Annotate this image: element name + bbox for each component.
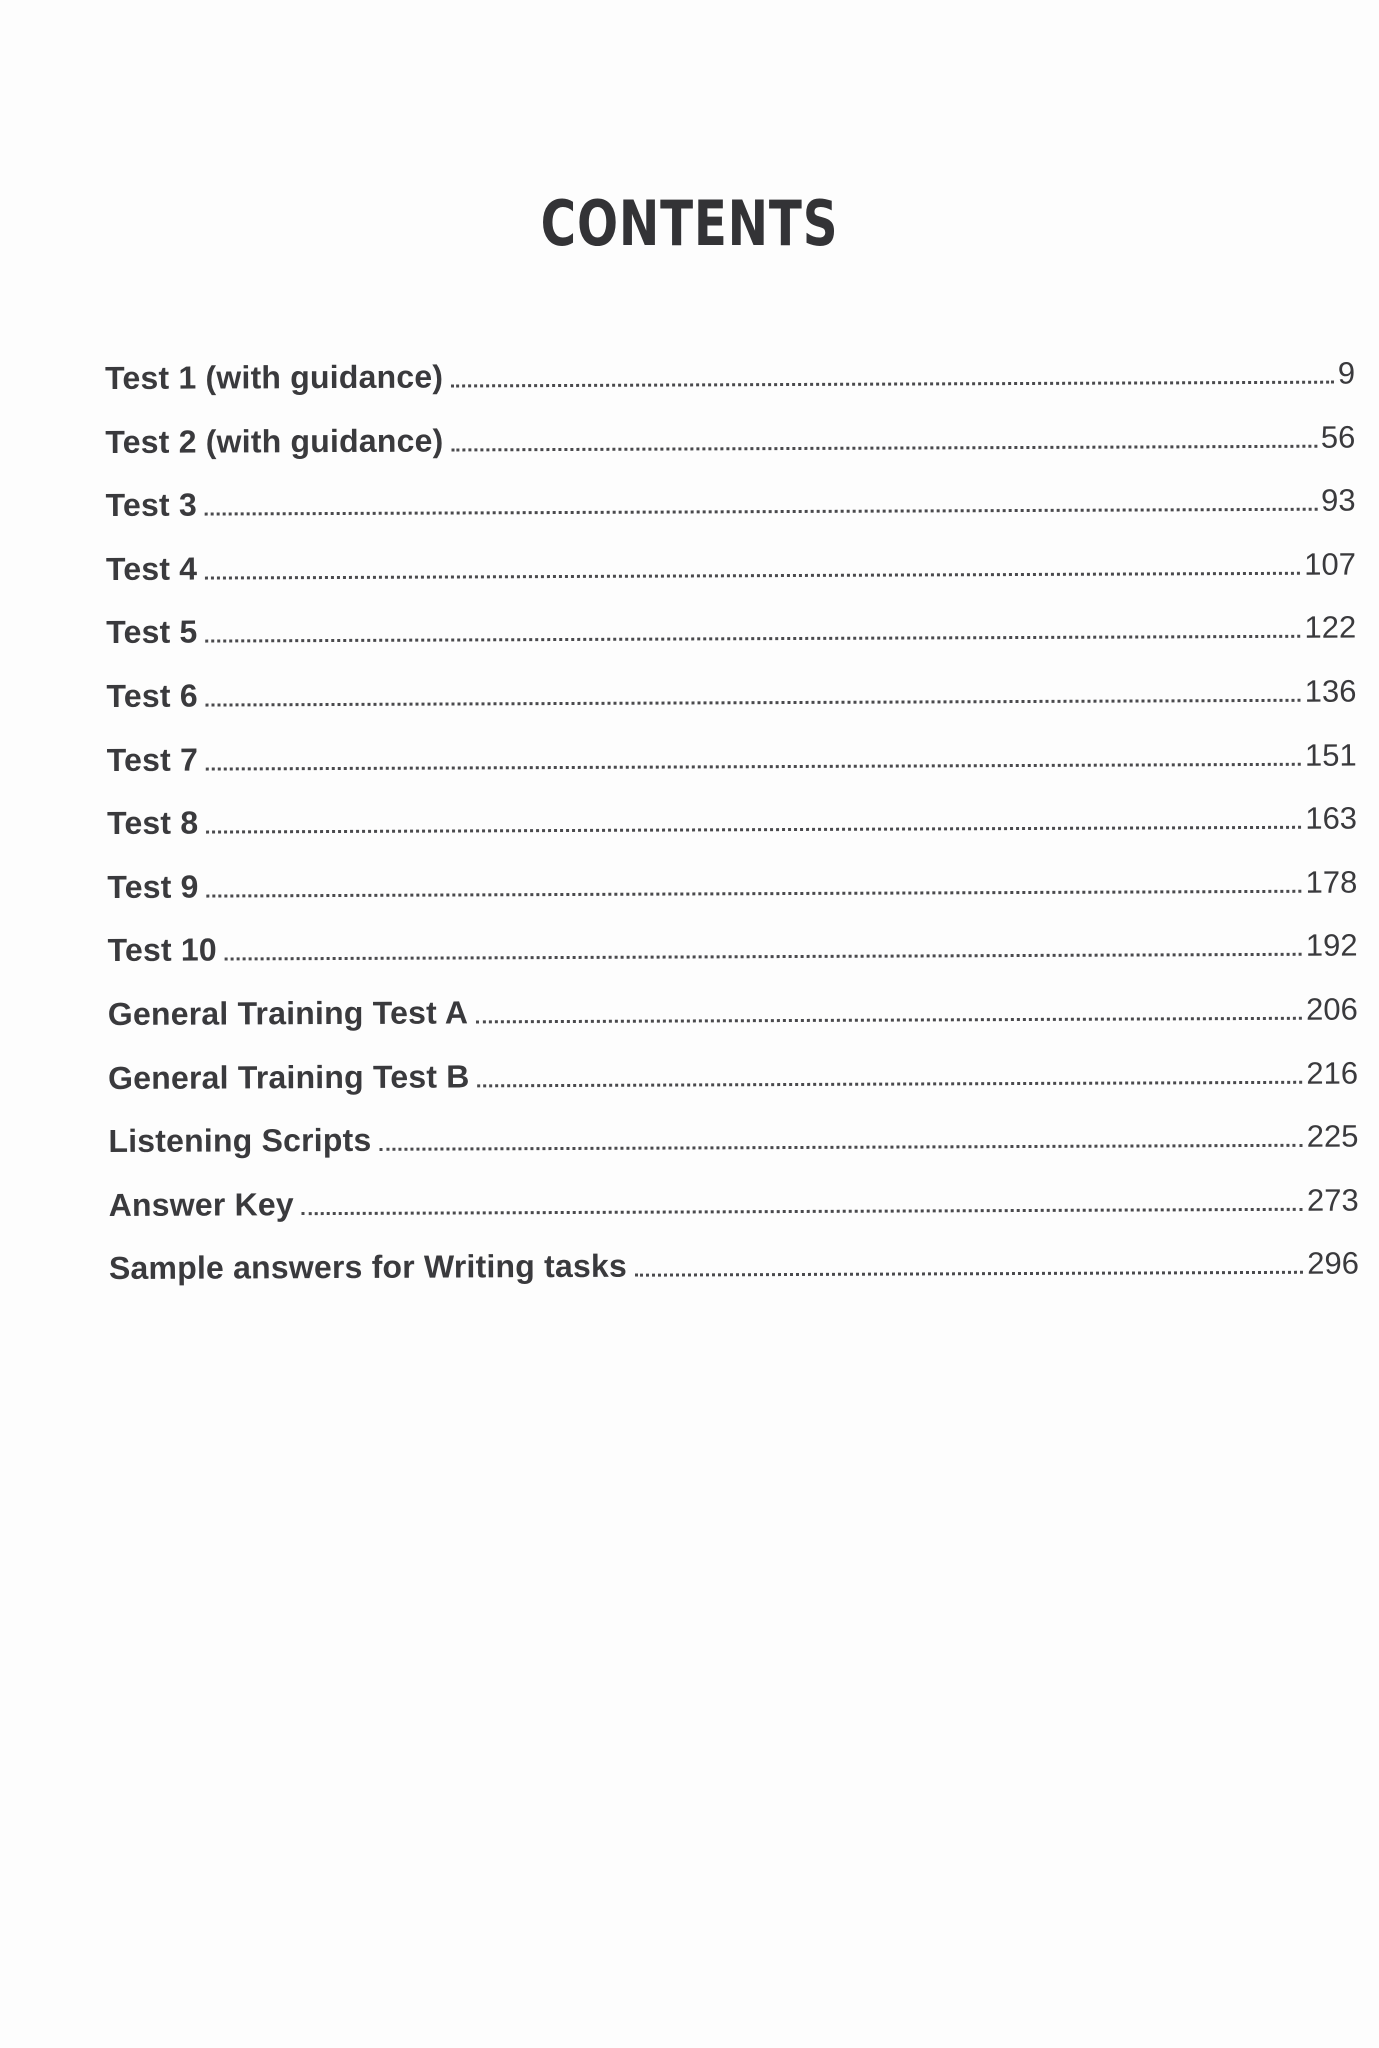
toc-page-number: 122	[1304, 609, 1357, 646]
toc-entry-label: General Training Test B	[108, 1057, 470, 1096]
toc-page-number: 151	[1304, 737, 1357, 773]
toc-page-number: 136	[1304, 673, 1357, 709]
dot-leader	[302, 1207, 1303, 1214]
toc-entry-general-training-a	[108, 990, 1358, 1059]
toc-entry-label: Test 1 (with guidance)	[105, 358, 444, 396]
toc-entry-label: Test 4	[105, 550, 198, 587]
dot-leader	[635, 1271, 1303, 1277]
toc-entry-label: Listening Scripts	[108, 1121, 372, 1160]
toc-entry-sample-answers	[109, 1245, 1359, 1314]
toc-page-number: 56	[1320, 419, 1356, 455]
toc-entry-test-5	[106, 609, 1356, 678]
dot-leader	[478, 1080, 1303, 1087]
toc-page-number: 93	[1321, 482, 1356, 518]
dot-leader	[476, 1017, 1302, 1024]
toc-entry-label: Sample answers for Writing tasks	[108, 1248, 628, 1287]
toc-entry-label: Test 6	[106, 677, 198, 714]
toc-entry-label: Test 5	[106, 613, 198, 651]
toc-entry-test-6	[106, 673, 1356, 742]
dot-leader	[207, 890, 1302, 898]
toc-entry-test-4	[106, 545, 1356, 614]
toc-entry-general-training-b	[108, 1054, 1358, 1123]
toc-entry-label: Answer Key	[108, 1185, 294, 1223]
toc-page-number: 273	[1306, 1182, 1359, 1218]
toc-page-number: 296	[1307, 1245, 1360, 1282]
toc-entry-label: Test 9	[107, 868, 199, 905]
toc-entry-test-3	[106, 482, 1356, 551]
dot-leader	[206, 826, 1301, 834]
dot-leader	[205, 508, 1317, 516]
toc-page-number: 192	[1305, 927, 1358, 964]
toc-page-number: 178	[1305, 864, 1358, 900]
toc-entry-label: Test 8	[106, 804, 199, 842]
page-title: CONTENTS	[540, 187, 839, 260]
toc-entry-test-7	[107, 736, 1357, 805]
dot-leader	[206, 762, 1301, 770]
dot-leader	[225, 953, 1302, 961]
table-of-contents	[105, 355, 1359, 1314]
toc-entry-label: Test 3	[105, 486, 198, 524]
toc-page-number: 216	[1306, 1055, 1359, 1091]
toc-entry-label: Test 10	[107, 931, 217, 969]
toc-entry-test-9	[107, 863, 1357, 932]
toc-entry-test-1	[105, 355, 1355, 424]
dot-leader	[206, 699, 1301, 707]
dot-leader	[379, 1144, 1302, 1151]
toc-entry-label: Test 2 (with guidance)	[105, 422, 444, 460]
toc-entry-test-2	[105, 418, 1355, 487]
toc-entry-test-8	[107, 800, 1357, 869]
dot-leader	[451, 381, 1334, 388]
toc-page-number: 206	[1306, 991, 1358, 1027]
dot-leader	[451, 444, 1316, 451]
toc-page-number: 163	[1305, 800, 1358, 836]
toc-entry-answer-key	[109, 1181, 1359, 1250]
dot-leader	[205, 572, 1300, 580]
toc-entry-label: General Training Test A	[107, 994, 469, 1032]
toc-page-number: 9	[1337, 355, 1356, 391]
toc-page-number: 225	[1306, 1118, 1359, 1154]
toc-entry-label: Test 7	[106, 741, 199, 778]
toc-page-number: 107	[1304, 546, 1356, 582]
dot-leader	[206, 635, 1301, 643]
toc-entry-listening-scripts	[108, 1118, 1358, 1187]
toc-entry-test-10	[107, 927, 1357, 996]
